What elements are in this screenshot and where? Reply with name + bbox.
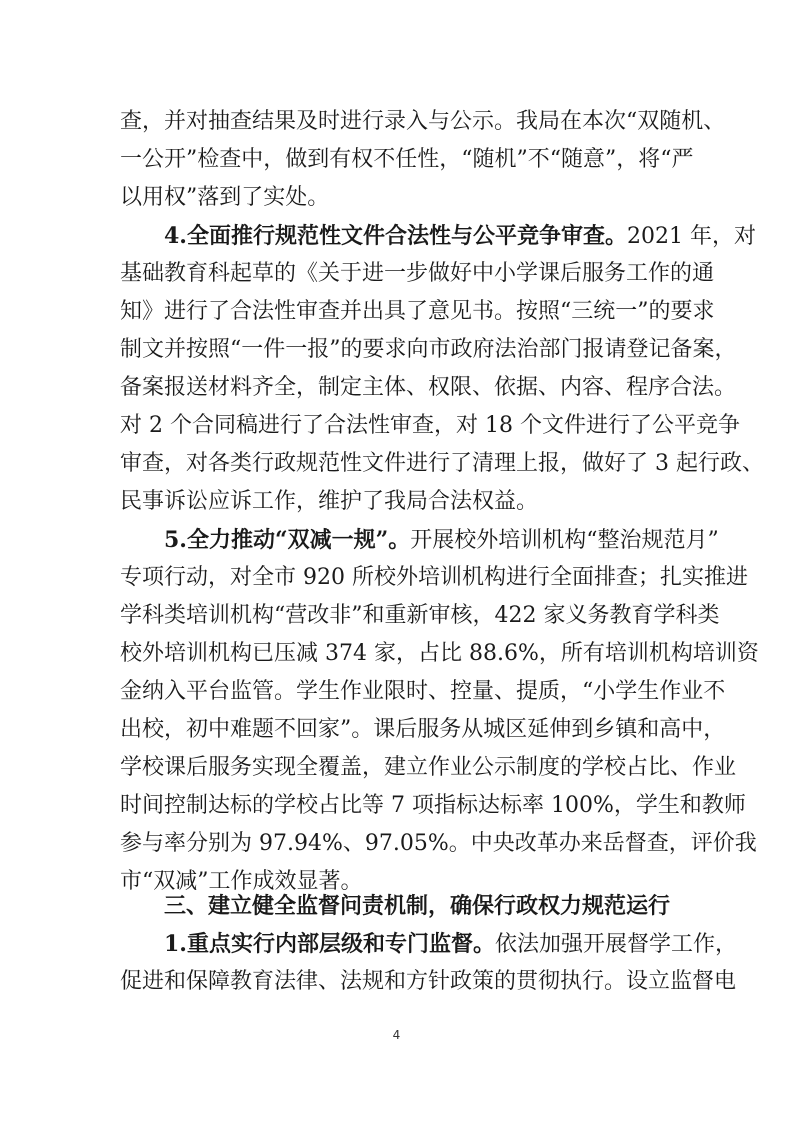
- paragraph-item-5: [120, 521, 759, 901]
- body-line: 审查，对各类行政规范性文件进行了清理上报，做好了 3 起行政、: [120, 451, 764, 476]
- paragraph-text: 依法加强开展督学工作，: [494, 932, 737, 957]
- body-line: 备案报送材料齐全，制定主体、权限、依据、内容、程序合法。: [120, 375, 737, 400]
- paragraph-item-1: [120, 925, 737, 1001]
- body-line: 时间控制达标的学校占比等 7 项指标达标率 100%，学生和教师: [120, 793, 746, 818]
- body-line: 学校课后服务实现全覆盖，建立作业公示制度的学校占比、作业: [120, 755, 737, 780]
- page-number: 4: [392, 1028, 401, 1042]
- body-line: 查，并对抽查结果及时进行录入与公示。我局在本次“双随机、: [120, 109, 726, 134]
- body-line: 民事诉讼应诉工作，维护了我局合法权益。: [120, 489, 539, 514]
- paragraph-heading: 4.全面推行规范性文件合法性与公平竞争审查。: [164, 223, 627, 249]
- body-line: 制文并按照“一件一报”的要求向市政府法治部门报请登记备案，: [120, 337, 737, 362]
- body-line: 基础教育科起草的《关于进一步做好中小学课后服务工作的通: [120, 261, 715, 286]
- paragraph-text: 开展校外培训机构“整治规范月”: [410, 528, 719, 553]
- paragraph-text: 2021 年，对: [626, 224, 756, 249]
- paragraph-first-line: [120, 925, 737, 963]
- body-line: 知》进行了合法性审查并出具了意见书。按照“三统一”的要求: [120, 299, 715, 324]
- body-line: 出校，初中难题不回家”。课后服务从城区延伸到乡镇和高中，: [120, 717, 726, 742]
- body-line: 参与率分别为 97.94%、97.05%。中央改革办来岳督查，评价我: [120, 831, 757, 856]
- paragraph-heading: 1.重点实行内部层级和专门监督。: [164, 931, 495, 957]
- body-line: 一公开”检查中，做到有权不任性，“随机”不“随意”，将“严: [120, 147, 694, 172]
- paragraph-heading: 5.全力推动“双减一规”。: [164, 527, 411, 553]
- body-line: 以用权”落到了实处。: [120, 185, 330, 210]
- body-line: 促进和保障教育法律、法规和方针政策的贯彻执行。设立监督电: [120, 969, 737, 994]
- paragraph-continuation: [120, 103, 726, 217]
- body-line: 金纳入平台监管。学生作业限时、控量、提质，“小学生作业不: [120, 679, 726, 704]
- body-line: 校外培训机构已压减 374 家，占比 88.6%，所有培训机构培训资: [120, 641, 759, 666]
- body-line: 学科类培训机构“营改非”和重新审核，422 家义务教育学科类: [120, 603, 720, 628]
- paragraph-item-4: [120, 217, 764, 521]
- section-heading-block: [120, 887, 680, 925]
- section-heading: 三、建立健全监督问责机制，确保行政权力规范运行: [164, 893, 671, 919]
- body-line: 专项行动，对全市 920 所校外培训机构进行全面排查；扎实推进: [120, 565, 748, 590]
- paragraph-first-line: [120, 217, 756, 255]
- paragraph-first-line: [120, 521, 719, 559]
- body-line: 市“双减”工作成效显著。: [120, 869, 363, 894]
- body-line: 对 2 个合同稿进行了合法性审查，对 18 个文件进行了公平竞争: [120, 413, 740, 438]
